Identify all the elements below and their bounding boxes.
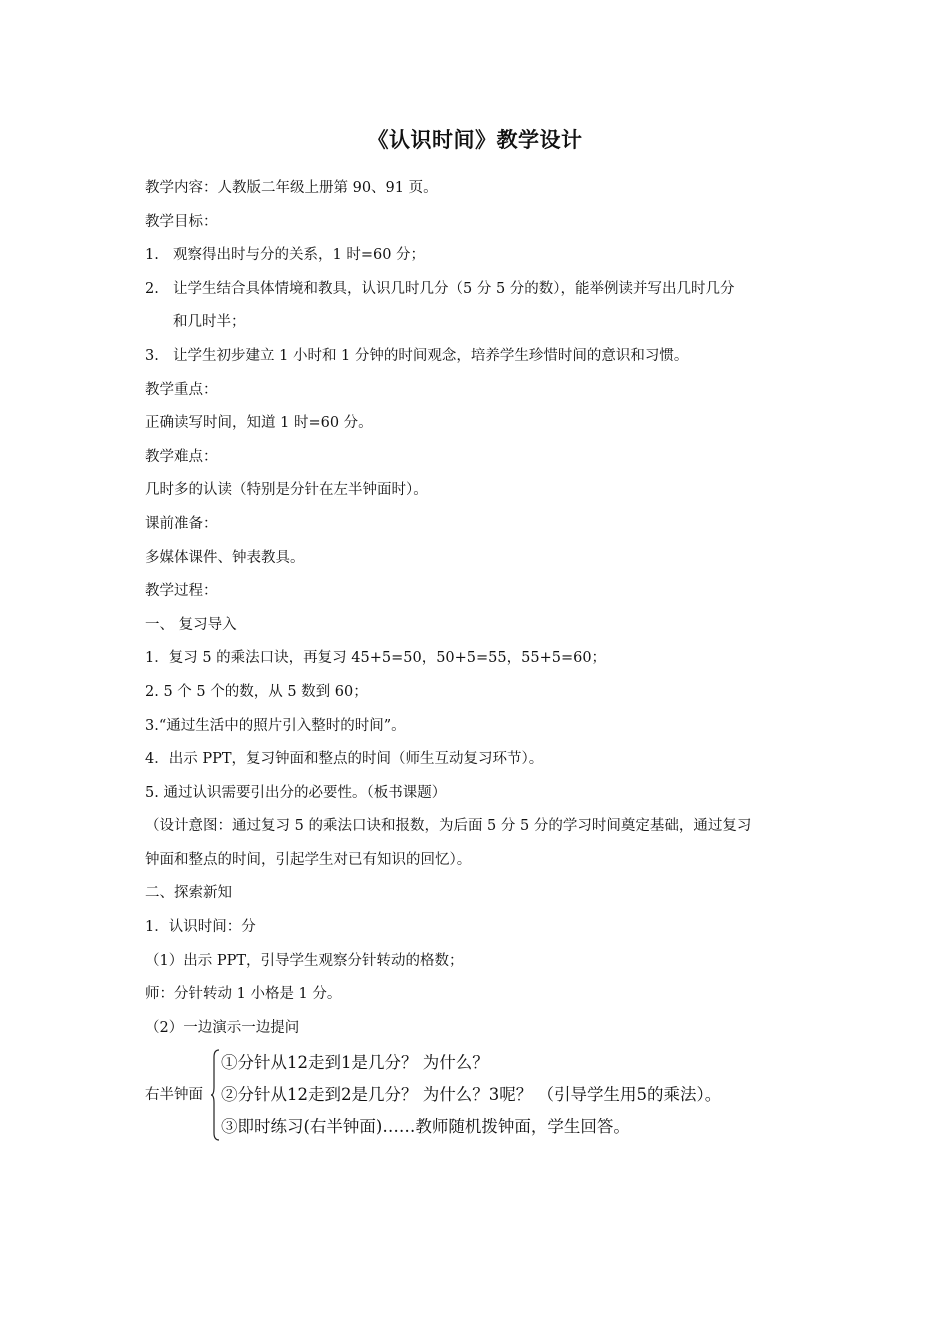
brace-item-2: ②分针从12走到2是几分？ 为什么？3呢？ （引导学生用5的乘法）。 xyxy=(221,1085,722,1105)
document-body xyxy=(145,172,815,1147)
difficulties-heading: 教学难点： xyxy=(145,448,218,465)
brace-question-group xyxy=(145,1047,815,1147)
key-points-text: 正确读写时间，知道 1 时=60 分。 xyxy=(145,415,373,432)
process-heading: 教学过程： xyxy=(145,583,218,600)
review-step-5: 5. 通过认识需要引出分的必要性。（板书课题） xyxy=(145,784,447,801)
teaching-goals-heading: 教学目标： xyxy=(145,213,218,230)
difficulties-text: 几时多的认读（特别是分针在左半钟面时）。 xyxy=(145,482,428,499)
goal-number: 3. xyxy=(145,347,159,364)
review-step-2: 2. 5 个 5 个的数，从 5 数到 60； xyxy=(145,683,368,700)
review-step-4: 4．出示 PPT，复习钟面和整点的时间（师生互动复习环节）。 xyxy=(145,751,544,768)
explore-substep-1: （1）出示 PPT，引导学生观察分针转动的格数； xyxy=(145,952,464,969)
teacher-statement: 师：分针转动 1 小格是 1 分。 xyxy=(145,986,342,1003)
goal-number: 1. xyxy=(145,247,159,264)
review-step-3: 3.“通过生活中的照片引入整时的时间”。 xyxy=(145,717,406,734)
goal-item-2-continued: 和几时半； xyxy=(173,314,246,331)
explore-substep-2: （2）一边演示一边提问 xyxy=(145,1019,300,1036)
goal-text: 观察得出时与分的关系，1 时=60 分； xyxy=(173,247,426,264)
goal-number: 2. xyxy=(145,280,159,297)
design-intent-line-1: （设计意图：通过复习 5 的乘法口诀和报数，为后面 5 分 5 分的学习时间奠定基础，通过复习 xyxy=(145,818,752,835)
brace-item-3: ③即时练习(右半钟面)……教师随机拨钟面，学生回答。 xyxy=(221,1117,630,1137)
goal-text: 让学生结合具体情境和教具，认识几时几分（5 分 5 分的数），能举例读并写出几时几分 xyxy=(173,280,735,297)
left-brace-icon xyxy=(210,1049,220,1141)
section-explore-heading: 二、探索新知 xyxy=(145,885,232,902)
goal-item-2 xyxy=(145,273,815,307)
brace-item-1: ①分针从12走到1是几分？ 为什么？ xyxy=(221,1053,489,1073)
preparation-text: 多媒体课件、钟表教具。 xyxy=(145,549,305,566)
section-review-heading: 一、 复习导入 xyxy=(145,616,237,633)
preparation-heading: 课前准备： xyxy=(145,515,218,532)
teaching-content: 教学内容：人教版二年级上册第 90、91 页。 xyxy=(145,180,438,196)
key-points-heading: 教学重点： xyxy=(145,381,218,398)
goal-text: 让学生初步建立 1 小时和 1 分钟的时间观念，培养学生珍惜时间的意识和习惯。 xyxy=(173,347,689,364)
explore-step-1: 1．认识时间：分 xyxy=(145,919,256,936)
document-title: 《认识时间》教学设计 xyxy=(367,127,583,152)
goal-item-1 xyxy=(145,239,815,273)
design-intent-line-2: 钟面和整点的时间，引起学生对已有知识的回忆）。 xyxy=(145,851,472,868)
brace-label: 右半钟面 xyxy=(145,1087,203,1104)
review-step-1: 1．复习 5 的乘法口诀，再复习 45+5=50，50+5=55，55+5=60； xyxy=(145,650,607,667)
goal-item-3 xyxy=(145,340,815,374)
brace-items xyxy=(221,1047,721,1143)
